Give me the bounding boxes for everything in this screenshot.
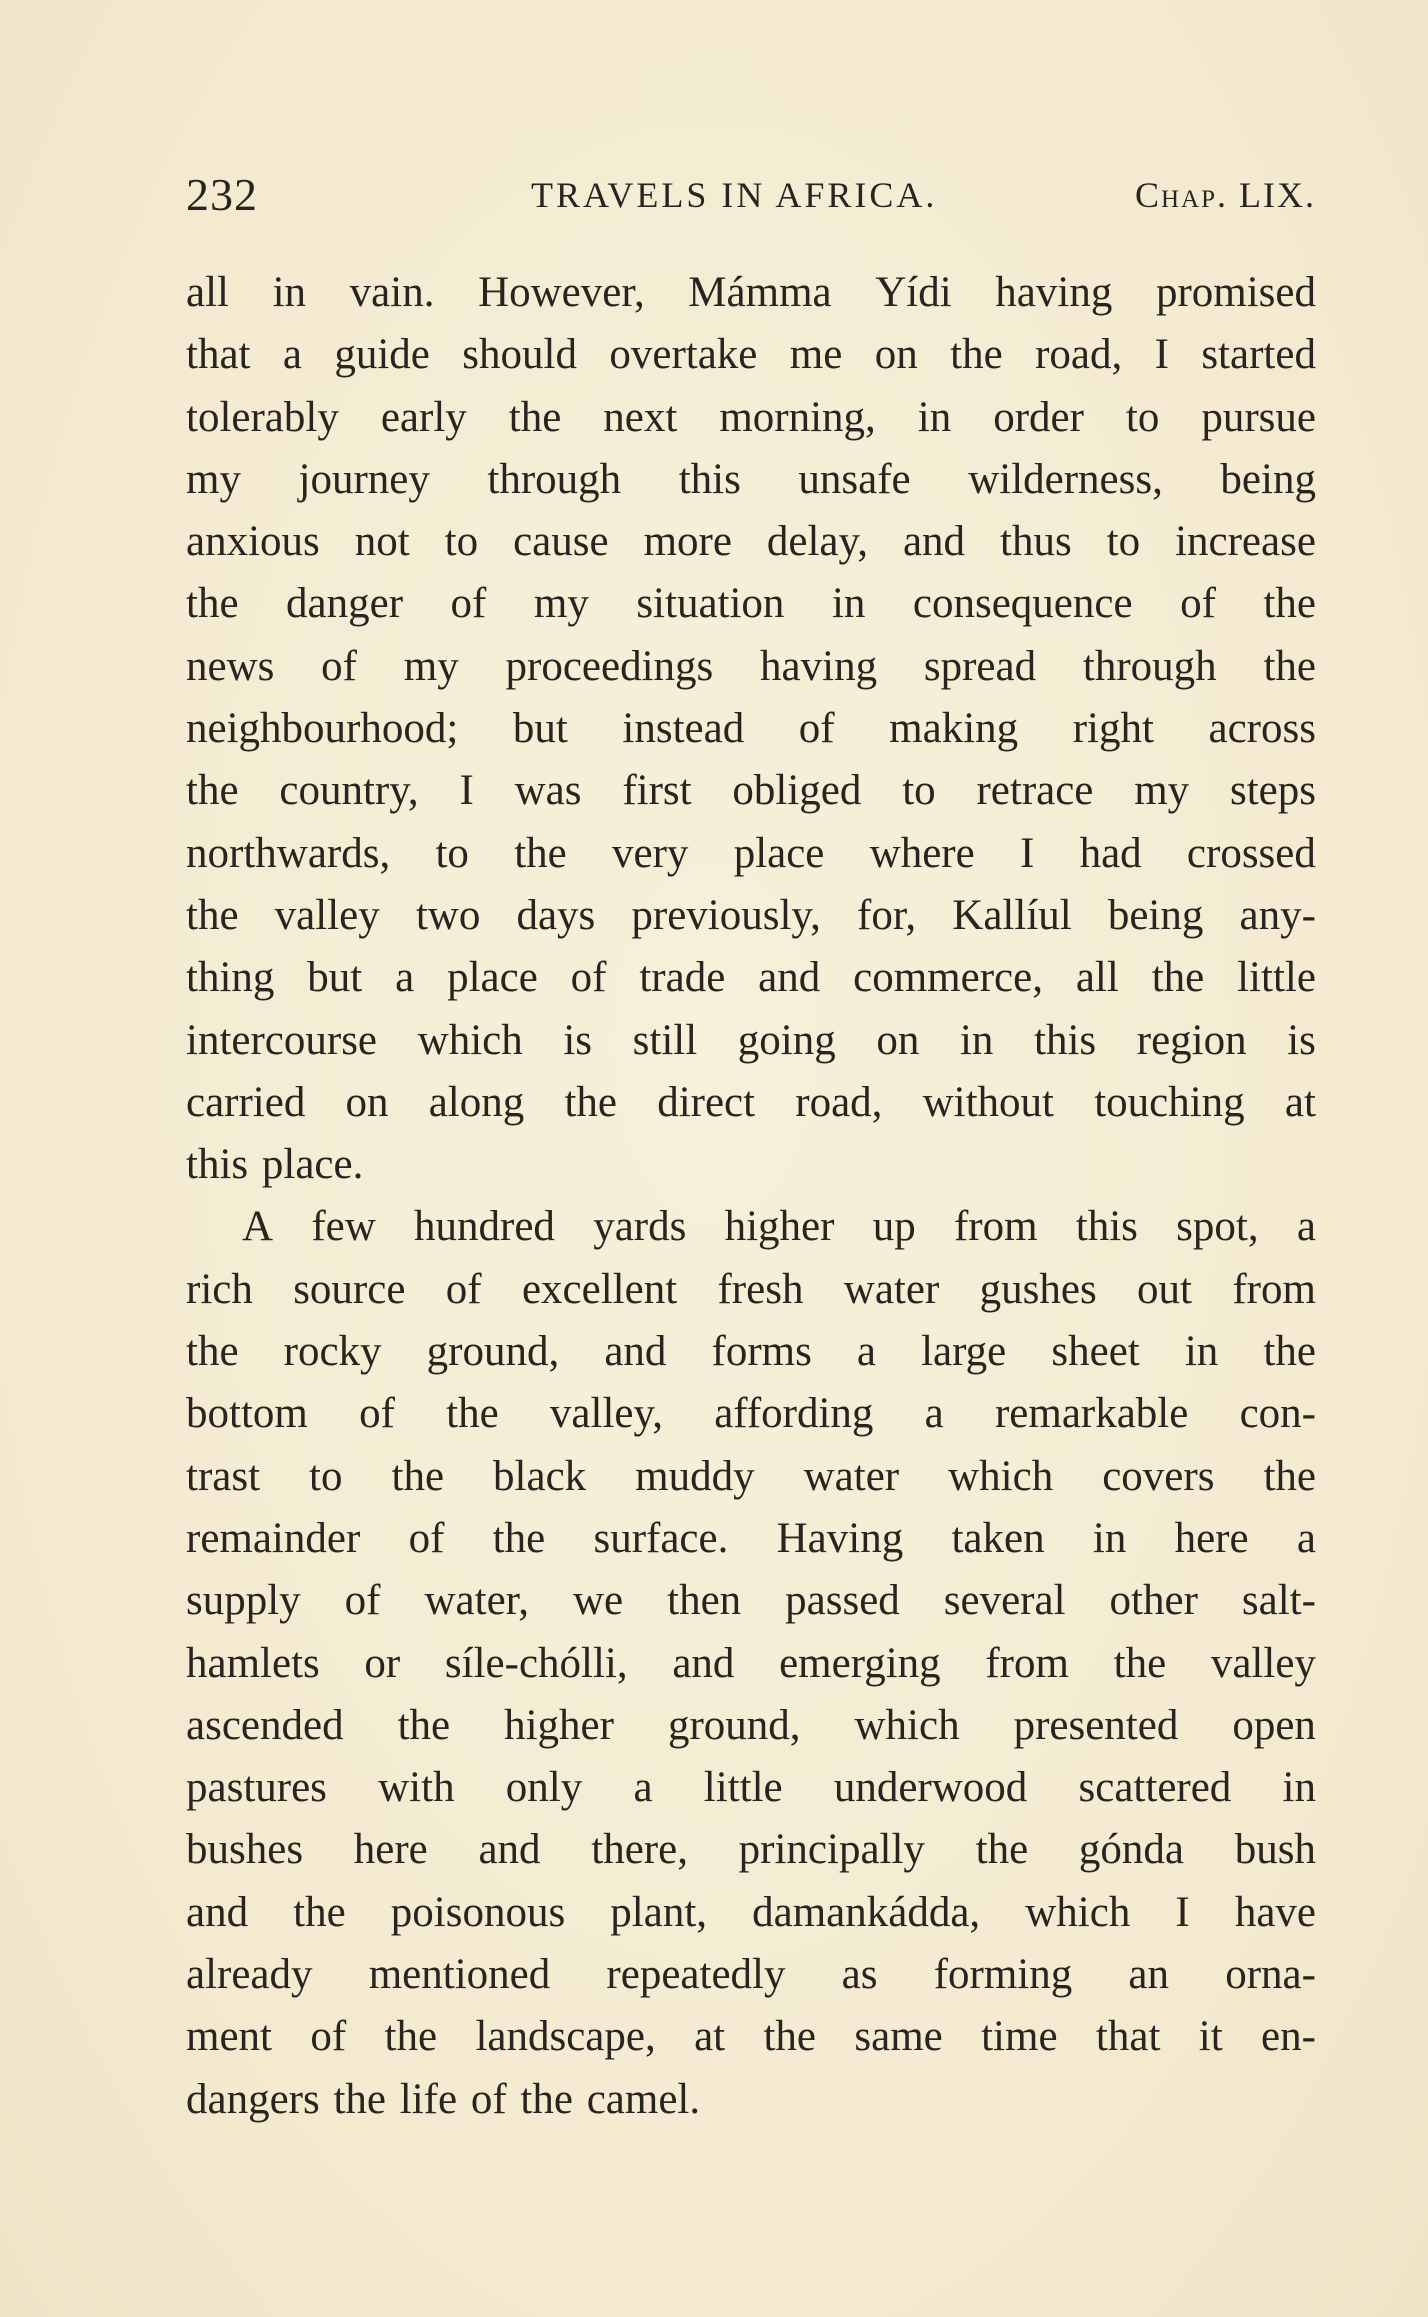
word: forms	[711, 1328, 812, 1376]
word: to	[1125, 393, 1160, 441]
word: instead	[622, 705, 745, 753]
word: of	[450, 580, 487, 628]
word: in	[1184, 1328, 1219, 1376]
word: I	[1175, 1888, 1190, 1936]
text-line	[186, 511, 1316, 573]
word: this	[1034, 1016, 1097, 1064]
word: emerging	[779, 1639, 941, 1687]
word: the	[564, 1078, 617, 1126]
word: this	[186, 1141, 249, 1189]
word: previously,	[631, 891, 821, 939]
word: life	[399, 2075, 458, 2123]
word: in	[1092, 1514, 1127, 1562]
word: which	[1025, 1888, 1131, 1936]
word: síle-chólli,	[444, 1639, 628, 1687]
word: landscape,	[475, 2013, 656, 2061]
text-line	[186, 2069, 1316, 2131]
word: situation	[636, 580, 785, 628]
word: large	[921, 1328, 1007, 1376]
word: spot,	[1176, 1203, 1259, 1251]
word: that	[186, 331, 251, 379]
word: it	[1198, 2013, 1223, 2061]
word: little	[703, 1764, 783, 1812]
word: passed	[785, 1577, 900, 1625]
word: poisonous	[390, 1888, 566, 1936]
word: forming	[933, 1951, 1073, 1999]
word: retrace	[976, 767, 1094, 815]
word: delay,	[766, 518, 868, 566]
text-line	[186, 2006, 1316, 2068]
word: and	[478, 1826, 541, 1874]
word: valley,	[549, 1390, 663, 1438]
word: supply	[186, 1577, 301, 1625]
word: little	[1237, 954, 1316, 1002]
word: I	[459, 767, 474, 815]
text-line	[186, 1321, 1316, 1383]
word: the	[508, 393, 562, 441]
word: a	[856, 1328, 877, 1376]
word: of	[310, 2013, 347, 2061]
word: scattered	[1078, 1764, 1232, 1812]
text-line	[186, 1134, 1316, 1196]
text-line	[186, 1072, 1316, 1134]
word: rocky	[283, 1328, 382, 1376]
word: guide	[334, 331, 430, 379]
word: in	[272, 269, 307, 316]
word: along	[428, 1078, 525, 1126]
word: to	[902, 767, 936, 815]
text-line	[186, 573, 1316, 635]
word: a	[1296, 1203, 1316, 1251]
word: remarkable	[994, 1390, 1189, 1438]
word: place.	[261, 1141, 364, 1189]
word: the	[446, 1390, 499, 1438]
word: time	[981, 2013, 1058, 2061]
word: to	[1106, 518, 1141, 566]
word: is	[1287, 1016, 1316, 1064]
word: black	[493, 1452, 587, 1500]
text-line	[186, 1819, 1316, 1881]
text-line	[186, 636, 1316, 698]
word: open	[1232, 1701, 1316, 1749]
word: trast	[186, 1452, 261, 1500]
word: the	[1263, 1452, 1316, 1500]
word: and	[186, 1888, 249, 1936]
word: was	[514, 767, 582, 815]
word: the	[397, 1701, 451, 1749]
text-line	[186, 698, 1316, 760]
word: commerce,	[853, 954, 1043, 1002]
word: as	[841, 1951, 878, 1999]
word: and	[672, 1639, 735, 1687]
word: carried	[186, 1078, 306, 1126]
word: tolerably	[186, 393, 339, 441]
text-line	[186, 449, 1316, 511]
word: the	[333, 2075, 387, 2123]
word: However,	[478, 269, 645, 316]
word: through	[1082, 642, 1217, 690]
text-line	[186, 1570, 1316, 1632]
word: place	[733, 829, 825, 877]
word: or	[364, 1639, 401, 1687]
word: having	[760, 642, 878, 690]
word: of	[470, 2075, 507, 2123]
word: still	[632, 1016, 698, 1064]
text-line	[186, 1196, 1316, 1258]
page-number: 232	[186, 169, 258, 220]
word: rich	[186, 1265, 253, 1313]
word: at	[1284, 1078, 1316, 1126]
word: the	[384, 2013, 438, 2061]
word: my	[403, 642, 459, 690]
word: my	[533, 580, 589, 628]
word: higher	[724, 1203, 835, 1251]
word: from	[1232, 1265, 1316, 1313]
word: making	[889, 705, 1019, 753]
word: but	[307, 954, 363, 1002]
word: hamlets	[186, 1639, 320, 1687]
word: for,	[857, 891, 917, 939]
word: from	[985, 1639, 1069, 1687]
word: here	[1174, 1514, 1249, 1562]
word: obliged	[732, 767, 862, 815]
word: water,	[424, 1577, 530, 1625]
word: and	[758, 954, 821, 1002]
text-line	[186, 1446, 1316, 1508]
word: other	[1109, 1577, 1198, 1625]
text-line	[186, 1882, 1316, 1944]
word: northwards,	[186, 829, 391, 877]
word: on	[345, 1078, 389, 1126]
word: con-	[1239, 1390, 1316, 1438]
word: where	[869, 829, 975, 877]
word: country,	[279, 767, 419, 815]
word: water	[843, 1265, 940, 1313]
word: the	[186, 1328, 239, 1376]
word: trade	[639, 954, 726, 1002]
text-line	[186, 324, 1316, 386]
word: sheet	[1051, 1328, 1140, 1376]
word: the	[1151, 954, 1205, 1002]
word: any-	[1239, 891, 1316, 939]
word: and	[902, 518, 966, 566]
word: then	[667, 1577, 742, 1625]
word: days	[516, 891, 596, 939]
word: but	[512, 705, 568, 753]
word: two	[415, 891, 481, 939]
word: road,	[1035, 331, 1123, 379]
word: on	[876, 1016, 920, 1064]
word: orna-	[1225, 1951, 1316, 1999]
word: a	[924, 1390, 944, 1438]
page-header	[186, 168, 1316, 220]
word: journey	[298, 455, 430, 503]
word: Having	[776, 1514, 904, 1562]
word: anxious	[186, 518, 320, 566]
word: a	[633, 1764, 653, 1812]
text-line	[186, 885, 1316, 947]
word: to	[444, 518, 479, 566]
word: crossed	[1186, 829, 1316, 877]
word: not	[354, 518, 410, 566]
word: of	[1180, 580, 1216, 628]
word: place	[447, 954, 538, 1002]
word: my	[1134, 767, 1190, 815]
word: several	[943, 1577, 1066, 1625]
word: valley	[274, 891, 380, 939]
word: first	[622, 767, 692, 815]
word: of	[445, 1265, 482, 1313]
word: of	[798, 705, 835, 753]
word: across	[1208, 705, 1316, 753]
text-line	[186, 1695, 1316, 1757]
word: all	[1075, 954, 1119, 1002]
word: few	[311, 1203, 376, 1251]
word: neighbourhood;	[186, 705, 459, 753]
word: order	[993, 393, 1084, 441]
word: very	[612, 829, 689, 877]
word: pastures	[186, 1764, 327, 1812]
word: the	[186, 767, 239, 815]
word: being	[1107, 891, 1204, 939]
word: the	[186, 580, 239, 628]
text-line	[186, 1259, 1316, 1321]
word: increase	[1175, 518, 1316, 566]
word: higher	[504, 1701, 614, 1749]
word: the	[763, 2013, 817, 2061]
word: the	[391, 1452, 445, 1500]
word: gónda	[1078, 1826, 1184, 1874]
word: the	[492, 1514, 546, 1562]
word: a	[282, 331, 302, 379]
word: of	[321, 642, 357, 690]
word: Mámma	[688, 269, 832, 316]
word: news	[186, 642, 275, 690]
word: having	[995, 269, 1113, 316]
word: Yídi	[875, 269, 952, 316]
word: consequence	[912, 580, 1133, 628]
text-line	[186, 1633, 1316, 1695]
word: bushes	[186, 1826, 304, 1874]
word: in	[831, 580, 866, 628]
word: presented	[1013, 1701, 1179, 1749]
word: hundred	[414, 1203, 555, 1251]
word: from	[953, 1203, 1038, 1251]
word: the	[520, 2075, 573, 2123]
word: underwood	[833, 1764, 1028, 1812]
text-line	[186, 1508, 1316, 1570]
word: thing	[186, 954, 275, 1002]
word: is	[563, 1016, 593, 1064]
word: fresh	[717, 1265, 804, 1313]
word: yards	[593, 1203, 687, 1251]
word: muddy	[635, 1452, 755, 1500]
word: being	[1220, 455, 1316, 503]
word: to	[435, 829, 469, 877]
word: ment	[186, 2013, 272, 2061]
word: that	[1095, 2013, 1161, 2061]
word: the	[1263, 1328, 1316, 1376]
body-text	[186, 262, 1316, 2131]
word: road,	[795, 1078, 883, 1126]
word: I	[1154, 331, 1169, 379]
word: only	[505, 1764, 583, 1812]
word: spread	[923, 642, 1037, 690]
word: at	[694, 2013, 726, 2061]
word: steps	[1229, 767, 1316, 815]
word: ascended	[186, 1701, 344, 1749]
word: and	[604, 1328, 667, 1376]
word: principally	[738, 1826, 925, 1874]
word: intercourse	[186, 1016, 378, 1064]
word: the	[1263, 580, 1316, 628]
text-line	[186, 262, 1316, 324]
word: region	[1136, 1016, 1247, 1064]
text-line	[186, 760, 1316, 822]
word: me	[789, 331, 843, 379]
word: vain.	[349, 269, 435, 316]
word: the	[975, 1826, 1029, 1874]
word: A	[242, 1203, 274, 1251]
word: here	[353, 1826, 428, 1874]
word: we	[573, 1577, 624, 1625]
word: remainder	[186, 1514, 361, 1562]
word: in	[959, 1016, 994, 1064]
word: source	[293, 1265, 406, 1313]
word: this	[678, 455, 741, 503]
word: Kallíul	[952, 891, 1072, 939]
word: an	[1128, 1951, 1170, 1999]
word: there,	[591, 1826, 688, 1874]
word: more	[643, 518, 732, 566]
word: surface.	[593, 1514, 729, 1562]
word: of	[570, 954, 607, 1002]
word: to	[309, 1452, 343, 1500]
word: had	[1079, 829, 1142, 877]
word: out	[1137, 1265, 1192, 1313]
word: in	[917, 393, 952, 441]
word: pursue	[1201, 393, 1316, 441]
word: excellent	[521, 1265, 678, 1313]
word: the	[1263, 642, 1316, 690]
word: plant,	[610, 1888, 708, 1936]
word: ground,	[426, 1328, 560, 1376]
word: water	[803, 1452, 900, 1500]
running-title: TRAVELS IN AFRICA.	[531, 175, 938, 215]
word: which	[417, 1016, 523, 1064]
text-line	[186, 1757, 1316, 1819]
word: gushes	[979, 1265, 1097, 1313]
word: the	[514, 829, 567, 877]
word: unsafe	[798, 455, 911, 503]
word: started	[1201, 331, 1316, 379]
word: mentioned	[368, 1951, 551, 1999]
word: taken	[951, 1514, 1045, 1562]
word: going	[737, 1016, 836, 1064]
text-line	[186, 1383, 1316, 1445]
word: already	[186, 1951, 313, 1999]
word: I	[1019, 829, 1035, 877]
text-line	[186, 1010, 1316, 1072]
word: touching	[1094, 1078, 1245, 1126]
text-line	[186, 1944, 1316, 2006]
word: which	[854, 1701, 960, 1749]
text-line	[186, 947, 1316, 1009]
word: thus	[1000, 518, 1072, 566]
word: the	[1113, 1639, 1167, 1687]
word: bottom	[186, 1390, 308, 1438]
word: a	[395, 954, 415, 1002]
text-line	[186, 823, 1316, 885]
word: up	[872, 1203, 916, 1251]
word: in	[1282, 1764, 1316, 1812]
word: all	[186, 269, 229, 316]
word: of	[359, 1390, 395, 1438]
word: ground,	[667, 1701, 801, 1749]
word: same	[854, 2013, 943, 2061]
word: which	[948, 1452, 1054, 1500]
word: camel.	[586, 2075, 701, 2123]
word: danger	[286, 580, 404, 628]
word: without	[922, 1078, 1055, 1126]
word: through	[487, 455, 622, 503]
word: of	[344, 1577, 381, 1625]
word: promised	[1155, 269, 1316, 316]
word: this	[1075, 1203, 1138, 1251]
word: the	[293, 1888, 346, 1936]
word: have	[1234, 1888, 1316, 1936]
word: overtake	[609, 331, 758, 379]
word: bush	[1234, 1826, 1316, 1874]
word: with	[378, 1764, 455, 1812]
word: affording	[714, 1390, 874, 1438]
word: next	[603, 393, 678, 441]
word: cause	[513, 518, 609, 566]
word: valley	[1210, 1639, 1316, 1687]
word: should	[462, 331, 577, 379]
word: proceedings	[505, 642, 714, 690]
word: direct	[657, 1078, 756, 1126]
word: repeatedly	[606, 1951, 786, 1999]
chapter-label: Chap. LIX.	[1134, 175, 1316, 215]
word: my	[186, 455, 241, 503]
word: the	[950, 331, 1003, 379]
word: a	[1296, 1514, 1316, 1562]
word: covers	[1102, 1452, 1215, 1500]
word: right	[1072, 705, 1154, 753]
word: dangers	[186, 2075, 320, 2123]
word: on	[874, 331, 918, 379]
word: salt-	[1241, 1577, 1316, 1625]
word: en-	[1261, 2013, 1316, 2061]
word: morning,	[719, 393, 876, 441]
word: early	[380, 393, 467, 441]
word: of	[408, 1514, 445, 1562]
text-line	[186, 387, 1316, 449]
word: the	[186, 891, 239, 939]
word: damankádda,	[752, 1888, 981, 1936]
word: wilderness,	[968, 455, 1163, 503]
